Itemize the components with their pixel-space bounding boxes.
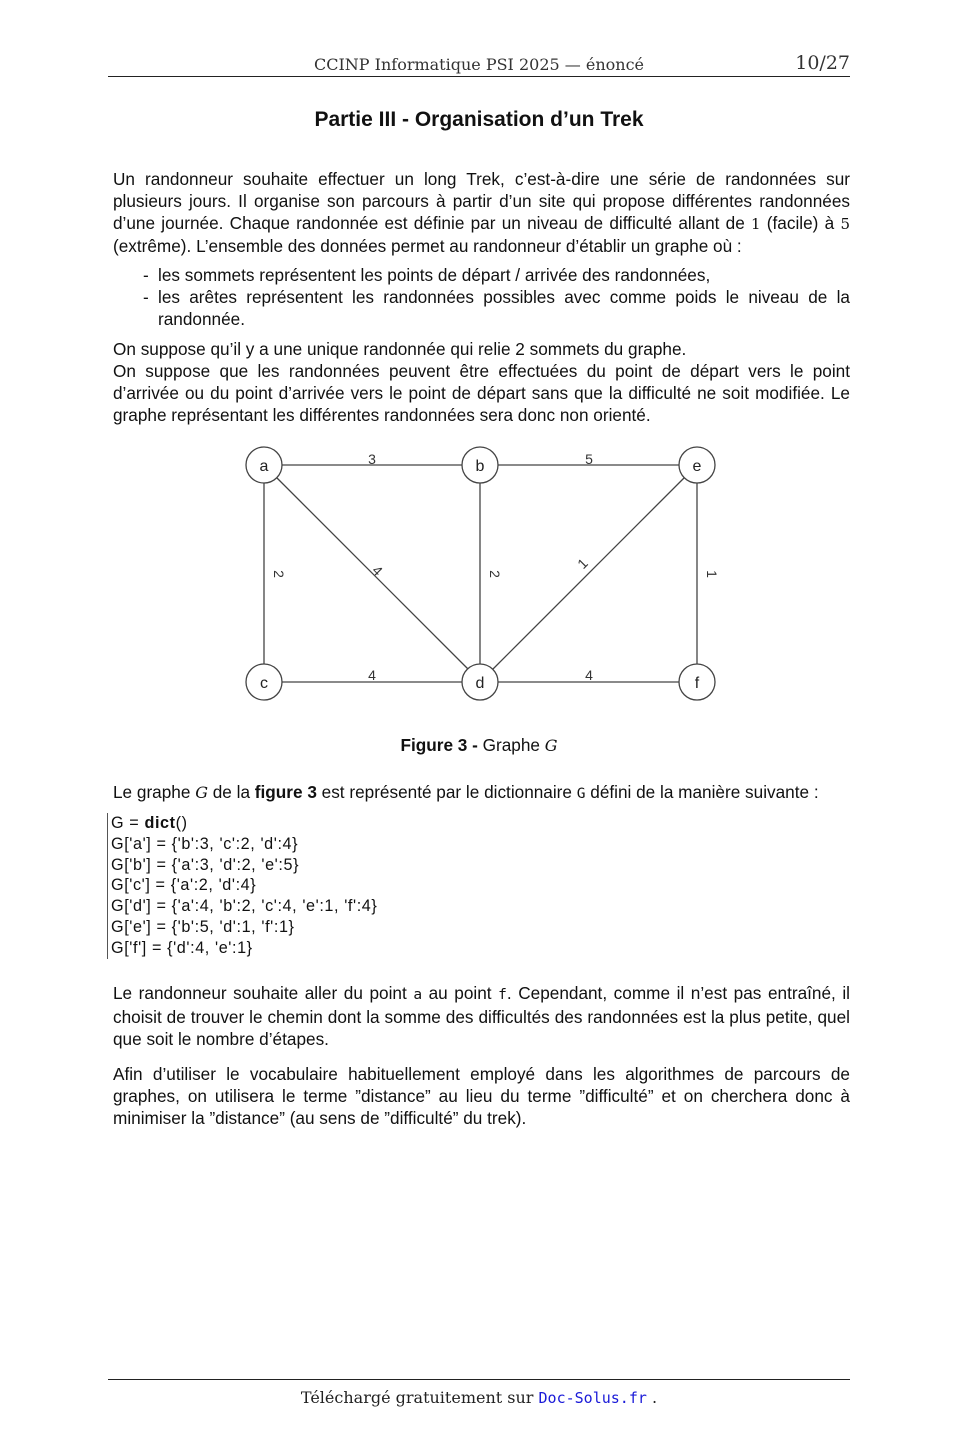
dict-var: G (195, 783, 208, 802)
node-label-c: c (260, 675, 268, 692)
page-footer (108, 1379, 850, 1407)
dict-text-3: est représenté par le dictionnaire (316, 782, 577, 802)
dict-code-name: G (576, 786, 586, 802)
caption-var: G (544, 736, 558, 755)
weight-a-b: 3 (368, 451, 376, 467)
rando-text-3: . Cependant, comme il n’est pas entraîné, il choisit de trouver le chemin dont la somme des difficultés des randonnées est la plus petite, quel que soit le nombre d’étapes. (113, 983, 851, 1049)
intro-text-2: (facile) à (760, 213, 841, 233)
code-line: G['a'] = {'b':3, 'c':2, 'd':4} (111, 834, 299, 853)
weight-b-e: 5 (585, 451, 593, 467)
rando-text-2: au point (422, 983, 499, 1003)
header-title: CCINP Informatique PSI 2025 — énoncé (313, 55, 644, 74)
node-label-d: d (475, 675, 485, 692)
code-keyword: dict (144, 814, 176, 832)
suppose-paragraph (113, 338, 850, 426)
code-line: G['e'] = {'b':5, 'd':1, 'f':1} (111, 917, 295, 936)
dict-text-1: Le graphe (113, 782, 196, 802)
figure-caption (108, 735, 850, 756)
rando-text-1: Le randonneur souhaite aller du point (113, 983, 414, 1003)
caption-text: Graphe (477, 735, 545, 755)
weight-e-f: 1 (704, 570, 720, 578)
dict-intro-paragraph (113, 781, 850, 805)
section-title: Partie III - Organisation d’un Trek (314, 108, 644, 131)
intro-min-level: 1 (751, 215, 761, 233)
code-text: G = (111, 814, 145, 832)
weight-a-d: 4 (369, 562, 386, 579)
code-line: G['f'] = {'d':4, 'e':1} (111, 938, 253, 957)
code-line: G['c'] = {'a':2, 'd':4} (111, 876, 257, 895)
graph-edges (264, 465, 697, 682)
code-line: G['b'] = {'a':3, 'd':2, 'e':5} (111, 855, 300, 874)
footer-text: Téléchargé gratuitement sur (300, 1388, 539, 1407)
page-header (108, 52, 850, 77)
weight-b-d: 2 (487, 570, 503, 578)
code-line (111, 813, 611, 834)
intro-paragraph (113, 168, 850, 257)
weight-d-f: 4 (585, 667, 593, 683)
rando-paragraph (113, 982, 850, 1050)
node-label-b: b (475, 458, 485, 475)
intro-max-level: 5 (840, 215, 850, 233)
code-block (107, 813, 611, 959)
weight-c-d: 4 (368, 667, 376, 683)
dict-text-4: défini de la manière suivante : (585, 782, 819, 802)
node-label-f: f (694, 675, 700, 692)
intro-text-3: (extrême). L’ensemble des données permet au randonneur d’établir un graphe où : (113, 236, 742, 256)
afin-paragraph: Afin d’utiliser le vocabulaire habituellement employé dans les algorithmes de parcours de graphes, on utilisera le terme ”distance” au lieu du terme ”difficulté” et on cherchera donc à minimiser la ”distance” (au sens de ”difficulté” du trek). (113, 1064, 850, 1128)
node-label-a: a (259, 458, 269, 475)
footer-line (108, 1388, 850, 1407)
rando-start-point: a (413, 987, 423, 1003)
intro-text-1: Un randonneur souhaite effectuer un long Trek, c’est-à-dire une série de randonnées sur plusieurs jours. Il organise son parcours à partir d’un site qui propose différentes randonnées d’une journée. Chaque randonnée est définie par un niveau de difficulté allant de (113, 169, 850, 233)
page-number: 10/27 (795, 52, 850, 74)
suppose-line-1: On suppose qu’il y a une unique randonnée qui relie 2 sommets du graphe. (113, 339, 687, 359)
dict-figure-ref: figure 3 (254, 782, 317, 802)
weight-e-d: 1 (574, 555, 591, 572)
code-line: G['d'] = {'a':4, 'b':2, 'c':4, 'e':1, 'f':4} (111, 897, 378, 916)
node-label-e: e (692, 458, 702, 475)
footer-end: . (646, 1388, 658, 1407)
edge-e-d (493, 478, 684, 669)
footer-link[interactable]: Doc-Solus.fr (538, 1389, 647, 1407)
weight-a-c: 2 (271, 570, 287, 578)
caption-label: Figure 3 - (400, 735, 478, 755)
suppose-line-2: On suppose que les randonnées peuvent être effectuées du point de départ vers le point d’arrivée ou du point d’arrivée vers le point de départ sans que la difficulté ne soit modifiée. Le graphe représentant les différentes randonnées sera donc non orienté. (113, 361, 850, 425)
bullet-item: - les sommets représentent les points de départ / arrivée des randonnées, (143, 264, 850, 286)
graph-figure (230, 440, 740, 715)
code-text: () (175, 814, 188, 832)
dict-text-2: de la (207, 782, 255, 802)
edge-weights (271, 451, 720, 683)
bullet-list (143, 264, 850, 330)
bullet-item: - les arêtes représentent les randonnées possibles avec comme poids le niveau de la randonnée. (143, 286, 850, 330)
rando-end-point: f (498, 987, 507, 1003)
